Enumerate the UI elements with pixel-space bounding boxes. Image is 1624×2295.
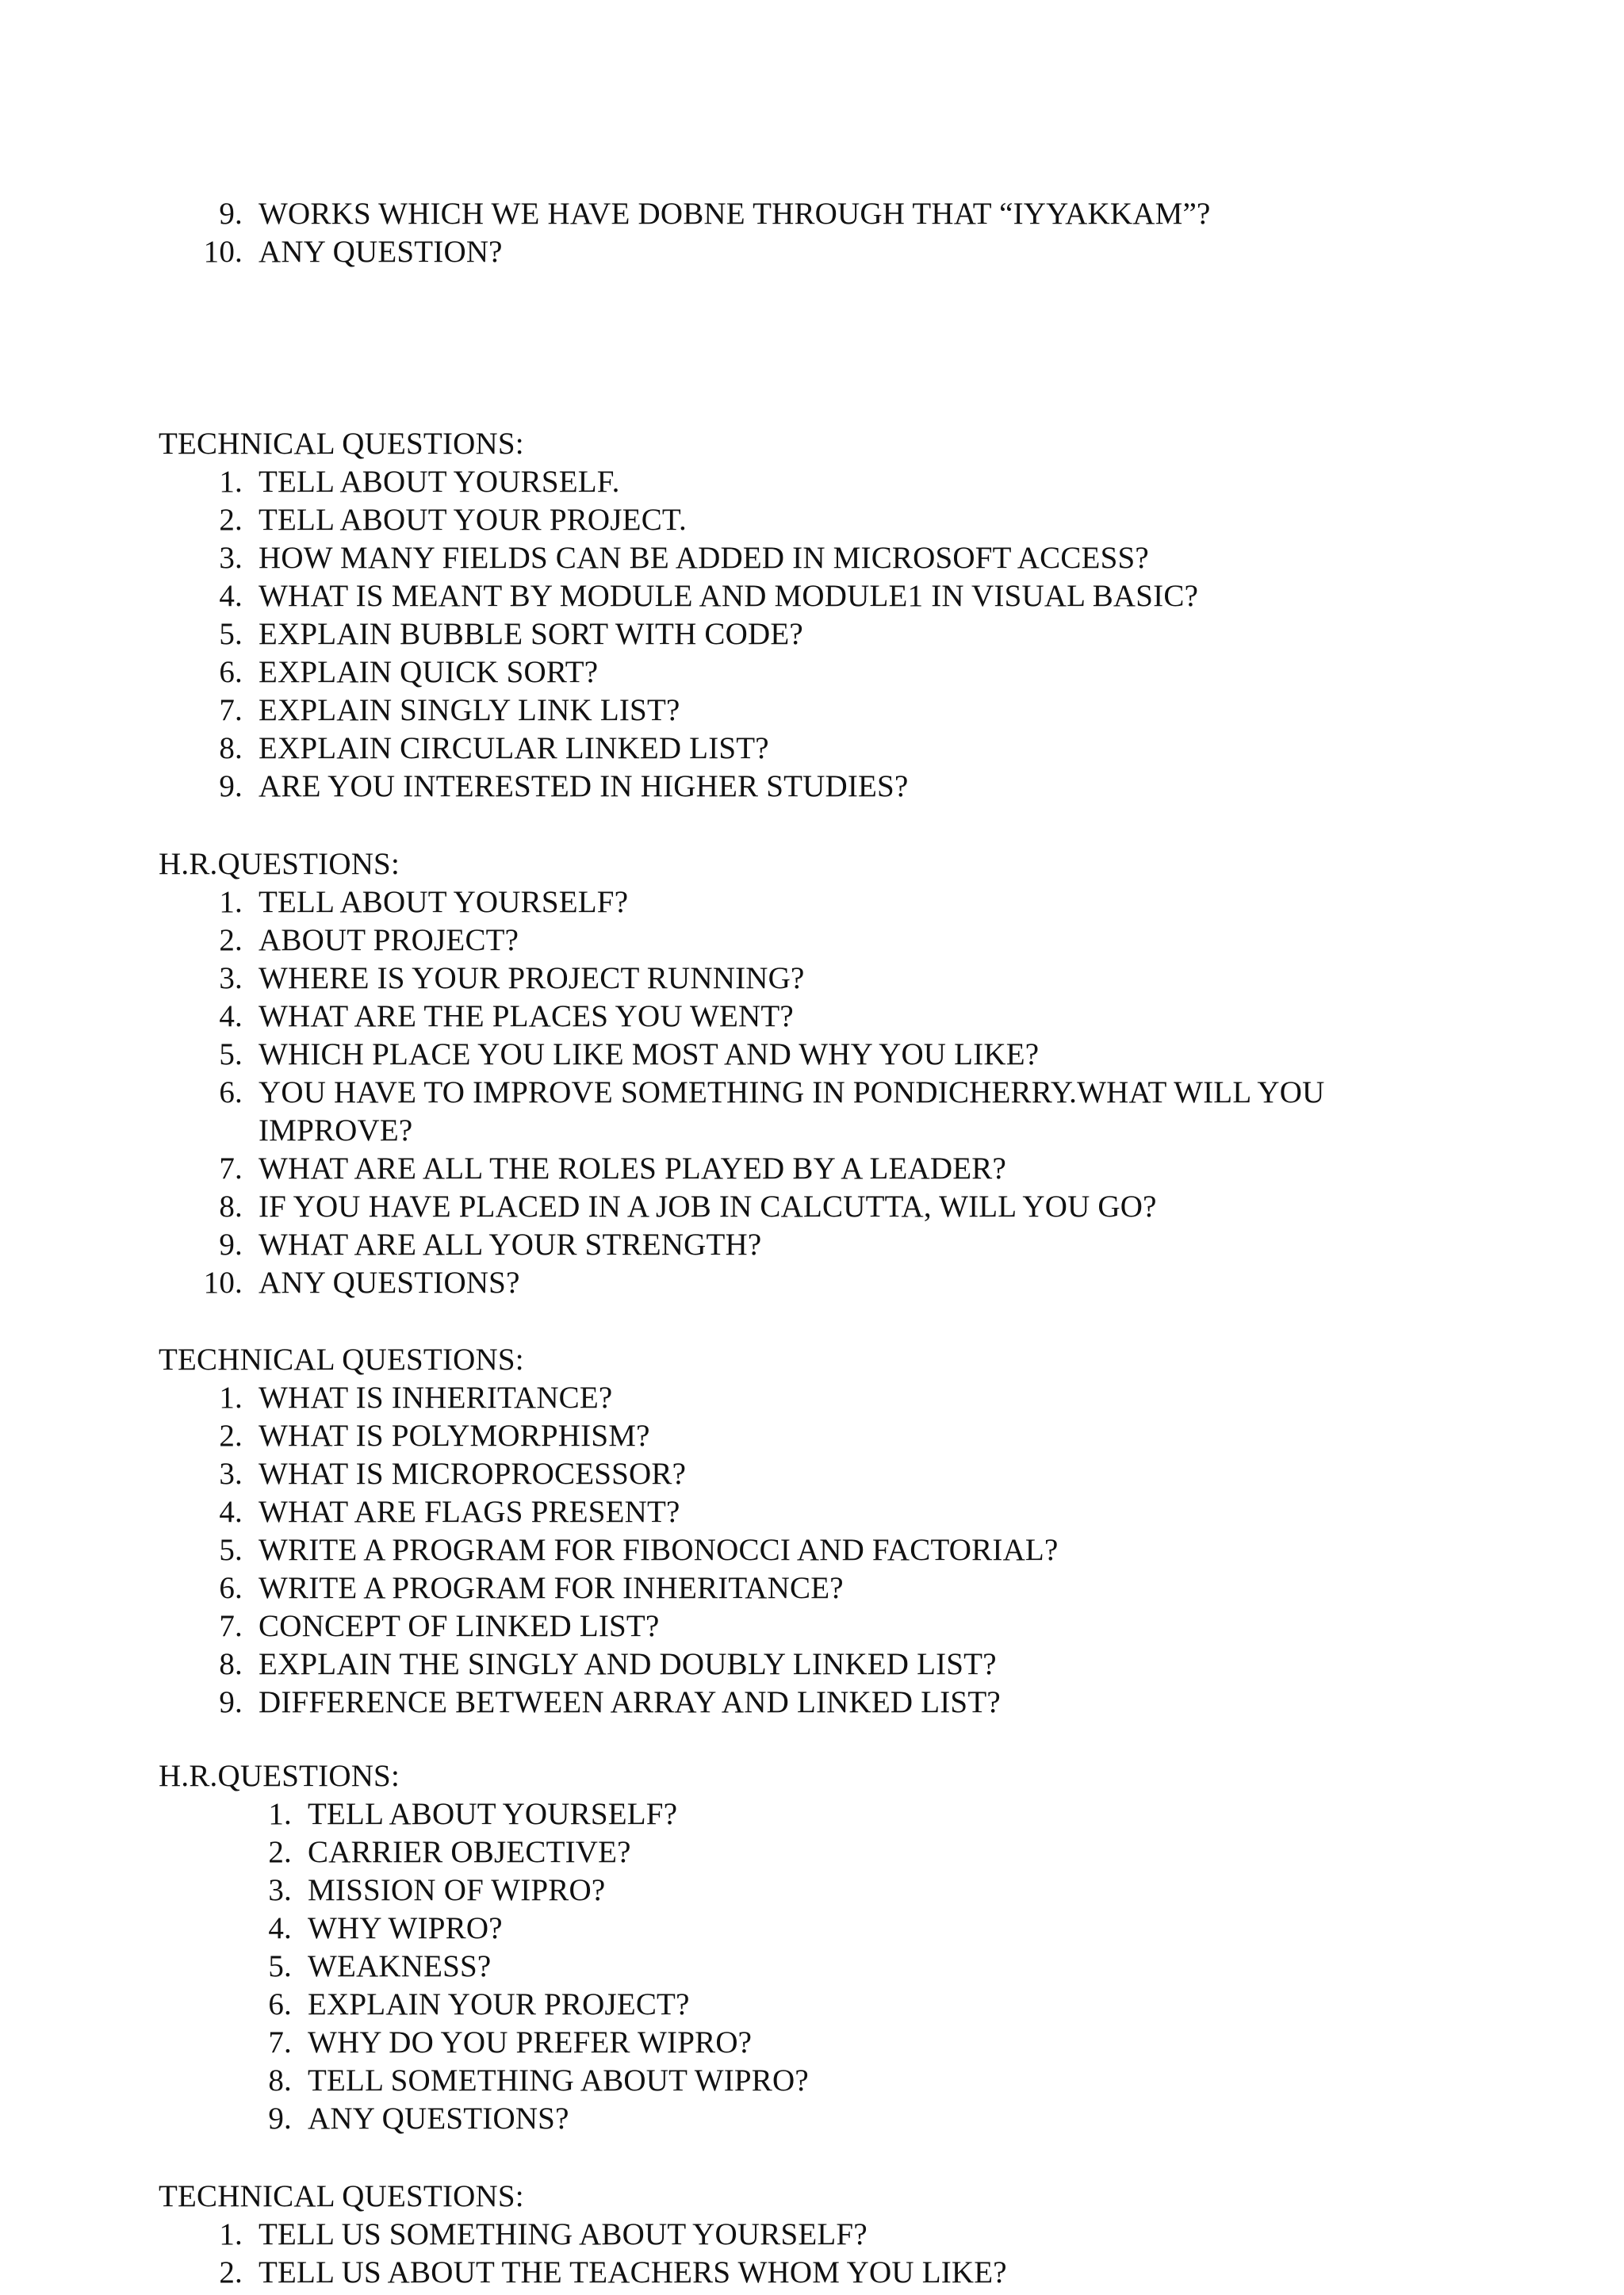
list-item: 10. ANY QUESTION?	[203, 235, 503, 269]
section-heading: TECHNICAL QUESTIONS:	[159, 427, 524, 461]
list-item: 5. WHICH PLACE YOU LIKE MOST AND WHY YOU LIKE?	[219, 1037, 1040, 1071]
list-item: 2. TELL US ABOUT THE TEACHERS WHOM YOU LIKE?	[219, 2255, 1007, 2289]
list-item: 8. EXPLAIN THE SINGLY AND DOUBLY LINKED LIST?	[219, 1647, 997, 1681]
list-item: 2. ABOUT PROJECT?	[219, 923, 519, 957]
list-item: 6. WRITE A PROGRAM FOR INHERITANCE?	[219, 1571, 844, 1605]
list-item: 7. WHY DO YOU PREFER WIPRO?	[268, 2025, 753, 2059]
list-item: 2. WHAT IS POLYMORPHISM?	[219, 1419, 650, 1453]
list-item: 5. WRITE A PROGRAM FOR FIBONOCCI AND FACTORIAL?	[219, 1533, 1059, 1567]
list-item: 1. TELL ABOUT YOURSELF?	[219, 885, 629, 919]
list-item: 3. MISSION OF WIPRO?	[268, 1873, 606, 1907]
list-item: 2. TELL ABOUT YOUR PROJECT.	[219, 503, 687, 537]
list-item: 8. TELL SOMETHING ABOUT WIPRO?	[268, 2063, 809, 2098]
question-list	[268, 1795, 809, 2138]
list-item: 4. WHY WIPRO?	[268, 1911, 503, 1945]
list-item: 7. EXPLAIN SINGLY LINK LIST?	[219, 693, 680, 727]
list-item: 7. CONCEPT OF LINKED LIST?	[219, 1609, 660, 1643]
list-item: 1. TELL US SOMETHING ABOUT YOURSELF?	[219, 2217, 868, 2251]
list-item: 3. HOW MANY FIELDS CAN BE ADDED IN MICROSOFT ACCESS?	[219, 541, 1149, 575]
list-item: 3. WHERE IS YOUR PROJECT RUNNING?	[219, 961, 805, 995]
list-item: 1. TELL ABOUT YOURSELF?	[268, 1797, 678, 1831]
list-item: 8. IF YOU HAVE PLACED IN A JOB IN CALCUTTA, WILL YOU GO?	[219, 1190, 1157, 1224]
list-item: 9. WHAT ARE ALL YOUR STRENGTH?	[219, 1228, 762, 1262]
list-item: 2. CARRIER OBJECTIVE?	[268, 1835, 631, 1869]
list-item: 9. ANY QUESTIONS?	[268, 2102, 569, 2136]
list-item: 4. WHAT IS MEANT BY MODULE AND MODULE1 IN VISUAL BASIC?	[219, 579, 1199, 613]
question-list	[219, 1379, 1059, 1722]
list-item: 8. EXPLAIN CIRCULAR LINKED LIST?	[219, 731, 769, 765]
list-item: 6. EXPLAIN QUICK SORT?	[219, 655, 599, 689]
list-item: 7. WHAT ARE ALL THE ROLES PLAYED BY A LEADER?	[219, 1151, 1006, 1186]
list-item: 4. WHAT ARE THE PLACES YOU WENT?	[219, 999, 794, 1033]
list-item: 9. ARE YOU INTERESTED IN HIGHER STUDIES?	[219, 769, 909, 803]
list-item: 1. WHAT IS INHERITANCE?	[219, 1381, 613, 1415]
list-item: 10. ANY QUESTIONS?	[203, 1266, 520, 1300]
question-list	[219, 2216, 1007, 2292]
list-item: 9. DIFFERENCE BETWEEN ARRAY AND LINKED LIST?	[219, 1685, 1001, 1719]
list-item: 3. WHAT IS MICROPROCESSOR?	[219, 1457, 687, 1491]
list-item: 6. YOU HAVE TO IMPROVE SOMETHING IN PONDICHERRY.WHAT WILL YOU IMPROVE?	[219, 1075, 1325, 1148]
question-list	[203, 883, 1416, 1302]
list-item: 4. WHAT ARE FLAGS PRESENT?	[219, 1495, 680, 1529]
list-item: 6. EXPLAIN YOUR PROJECT?	[268, 1987, 690, 2021]
section-heading: H.R.QUESTIONS:	[159, 1759, 400, 1793]
list-item: 5. WEAKNESS?	[268, 1949, 492, 1983]
section-heading: TECHNICAL QUESTIONS:	[159, 2179, 524, 2213]
question-list	[203, 195, 1211, 271]
section-heading: TECHNICAL QUESTIONS:	[159, 1343, 524, 1377]
question-list	[219, 463, 1199, 806]
list-item: 9. WORKS WHICH WE HAVE DOBNE THROUGH THAT “IYYAKKAM”?	[219, 197, 1211, 231]
list-item: 5. EXPLAIN BUBBLE SORT WITH CODE?	[219, 617, 803, 651]
list-item: 1. TELL ABOUT YOURSELF.	[219, 465, 620, 499]
section-heading: H.R.QUESTIONS:	[159, 847, 400, 881]
